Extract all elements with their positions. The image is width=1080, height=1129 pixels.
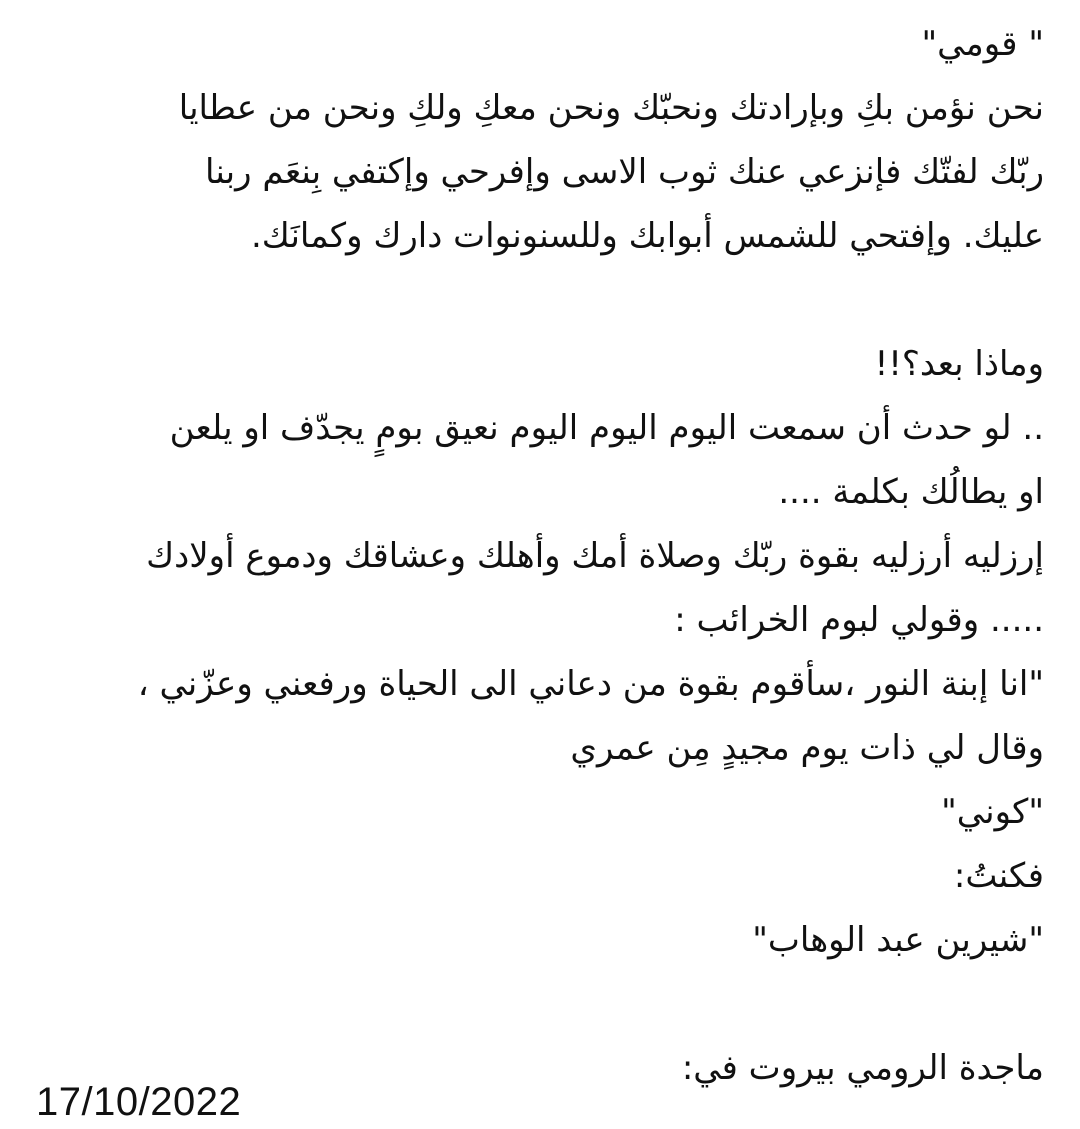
signature-spacer: [32, 972, 1044, 1036]
poem-title: " قومي": [921, 24, 1044, 64]
signature-line: ماجدة الرومي بيروت في:: [681, 1048, 1044, 1088]
paragraph1-line-2: ربّك لفتّك فإنزعي عنك ثوب الاسى وإفرحي وإكتفي بِنعَم ربنا: [205, 152, 1044, 192]
paragraph1-line-3: عليك. وإفتحي للشمس أبوابك وللسنونوات دارك وكمانَك.: [250, 216, 1044, 256]
paragraph2-line-10: "شيرين عبد الوهاب": [752, 920, 1044, 960]
paragraph2-line-3: او يطالُك بكلمة ....: [778, 472, 1044, 512]
paragraph2-line-6: "انا إبنة النور ،سأقوم بقوة من دعاني الى الحياة ورفعني وعزّني ،: [137, 664, 1044, 704]
paragraph2-line-8: "كوني": [941, 792, 1044, 832]
paragraph2-line-5: ..... وقولي لبوم الخرائب :: [674, 600, 1044, 640]
paragraph2-line-4: إرزليه أرزليه بقوة ربّك وصلاة أمك وأهلك وعشاقك ودموع أولادك: [146, 536, 1044, 576]
poem-text: [32, 12, 1044, 1100]
paragraph1-line-1: نحن نؤمن بكِ وبإرادتك ونحبّك ونحن معكِ ولكِ ونحن من عطايا: [178, 88, 1044, 128]
paragraph-spacer: [32, 268, 1044, 332]
paragraph2-line-1: وماذا بعد؟!!: [874, 344, 1044, 384]
paragraph2-line-9: فكنتُ:: [953, 856, 1044, 896]
date-text: 17/10/2022: [36, 1080, 242, 1124]
paragraph2-line-7: وقال لي ذات يوم مجيدٍ مِن عمري: [570, 728, 1044, 768]
paragraph2-line-2: .. لو حدث أن سمعت اليوم اليوم اليوم نعيق بومٍ يجدّف او يلعن: [169, 408, 1044, 448]
